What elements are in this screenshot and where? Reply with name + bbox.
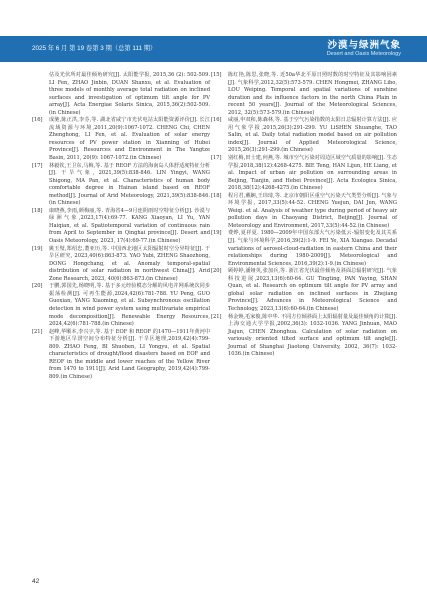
- reference-number: [18]: [211, 192, 222, 199]
- reference-text: 陈红艳,陈思,张晓,等. 近50a华北平原日照时数的时空特征及其影响因素[J]. 气象科学,2012,32(5):573-579. CHEN Hongmei, ZHANG Libo, LOU Weiping. Temporal and spatial variations of sunshine duration and its influence factors in the north China Plain in recent 50 years[J]. Journal of the Meteorological Sciences, 2012, 32(5):573-579.(in Chinese): [228, 72, 397, 116]
- reference-item: [211, 268, 397, 313]
- reference-text: 顾婷婷,潘娅英,张加兵,等. 浙江省光伏最佳倾角及斜面总辐射研究[J]. 气象科技进展,2023,13(6):60-64. GU Tingting, PAN Yaying, SHAN Quan, et al. Research on optimum tilt angle for PV array and global solar radiation on inclined surfaces in Zhejiang Province[J]. Advances in Meteorological Science and Technology, 2023,13(6):60-64.(in Chinese): [228, 268, 397, 312]
- reference-item: [211, 72, 397, 117]
- reference-text: 姚玉璧,郑绍忠,董亚历,等. 中国西北地区太阳辐射时空分异特征[J]. 干旱区研究, 2023,40(6):863-873. YAO Yubi, ZHENG Shaozhong, DONG Hongchang, et al. Anomaly temporal-spatial distribution of solar radiation in northwest China[J]. Arid Zone Research, 2023, 40(6):863-873.(in Chinese): [49, 245, 210, 282]
- reference-item: [32, 163, 210, 208]
- journal-title: [327, 37, 401, 57]
- issue-info: 2025 年 6 月 第 19 卷第 3 期（总第 111 期）: [32, 45, 157, 52]
- reference-text: 赵峰,华顺本,李兴宇,等. 基于 EOF 和 REOF 的1470—1911年黄河中下游地区旱涝空间分布特征分析[J]. 干旱区地理,2019,42(4):799-809. ZHAO Feng, BI Shuoben, LI Yongyu, et al. Spatial characteristics of drought/flood disasters based on EOF and REOF in the middle and lower reaches of the Yellow River from 1470 to 1911[J]. Arid Land Geography, 2019,42(4):799-809.(in Chinese): [49, 328, 210, 380]
- reference-item: [32, 283, 210, 328]
- reference-text: 于鹏,郭国先,杨晓明,等. 基于多元经验模态分解的风电并网系统次同步振荡检测[J]. 可再生能源,2024,42(6):781-788. YU Peng, GUO Guoxian, YANG Xiaoming, et al. Subsynchronous oscillation detection in wind power system using multivariate empirical mode decomposition[J]. Renewable Energy Resources, 2024,42(6):781-788.(in Chinese): [49, 283, 210, 328]
- reference-number: [17]: [211, 155, 222, 162]
- reference-number: [21]: [211, 313, 222, 320]
- reference-item: [211, 193, 397, 231]
- reference-number: [16]: [32, 117, 43, 124]
- reference-text: 费烨,夏祥夏. 1980—2009年中国东部大气污染低云-辐射变化及其关系[J]. 气象与环境科学,2016,39(2):1-9. FEI Ye, XIA Xiangao. Decadal variations of aerosol-cloud-radiation in eastern China and their relationships during 1980-2009[J]. Meteorological and Environmental Sciences, 2016,39(2):1-9.(in Chinese): [228, 230, 397, 267]
- reference-number: [17]: [32, 162, 43, 169]
- reference-text: 杨金焕,毛家俊,陈中华. 不同方位倾斜面上太阳辐射量及最佳倾角的计算[J]. 上海交通大学学报,2002,36(3): 1032-1036. YANG Jinhuan, MAO Jiajun, CHEN Zhonghua. Calculation of solar radiation on variously oriented tilted surface and optimum tilt angle[J]. Journal of Shanghai Jiaotong University, 2002, 36(7): 1032-1036.(in Chinese): [228, 313, 397, 358]
- reference-item: [211, 314, 397, 359]
- reference-item: [32, 117, 210, 162]
- reference-item: [211, 155, 397, 193]
- reference-number: [20]: [211, 268, 222, 275]
- reference-number: [19]: [211, 230, 222, 237]
- reference-item: [211, 230, 397, 268]
- page-number: 42: [32, 578, 40, 585]
- reference-item: [211, 117, 397, 155]
- journal-name-cn: 沙漠与绿洲气象: [327, 40, 401, 51]
- reference-number: [20]: [32, 283, 43, 290]
- reference-text: 成驰,陈正洪,李芬,等. 湖北省咸宁市光伏电站太阳能资源评价[J]. 长江流域资源与环境,2011,20(9):1067-1072. CHENG Chi, CHEN Zhenghong, LI Fen, et al. Evaluation of solar energy resources of PV power station in Xianning of Hubei Province[J]. Resources and Environment in The Yangtze Basin, 2011, 20(9): 1067-1072.(in Chinese): [49, 117, 210, 162]
- reference-item: [32, 246, 210, 284]
- references-right-column: [211, 72, 397, 359]
- reference-continued: 估及光伏所对最佳倾角研究[J]. 太阳能学报, 2015,36 (2): 502-509. LI Fen, ZHAO Jinbin, DUAN Shanxu, et al. Evaluation of three models of monthly average total radiation on inclined surfaces and investigation of optimum tilt angle for PV array[J]. Acta Energiae Solaris Sinica, 2015,36(2):502-509.(in Chinese): [49, 72, 210, 116]
- reference-text: 康晓燕,李雨,颜梅丽,等. 青海省4—9月连阴雨时空特征分析[J]. 沙漠与绿洲气象,2023,17(4):69-77. KANG Xiaoyan, LI Yu, YAN Haiqian, et al. Spatiotemporal variation of continuous rain from April to September in Qinghai province[J]. Desert and Oasis Meteorology, 2023, 17(4):69-77.(in Chinese): [49, 207, 210, 245]
- reference-number: [21]: [32, 328, 43, 335]
- reference-item: [32, 329, 210, 382]
- reference-text: 咸丽,申双和,陈森林,等. 基于空气污染指数的太阳日总辐射计算方法[J]. 应用气象学报,2015,26(3):291-299. YU LiSHEN Shuanghe, TAO Salin, et al. Daily total radiation model based on air pollution index[J]. Journal of Applied Meteorological Science, 2015,26(3):291-299.(in Chinese): [228, 117, 397, 154]
- journal-name-en: Desert and Oasis Meteorology: [326, 51, 401, 57]
- reference-item: [32, 208, 210, 246]
- reference-number: [15]: [211, 72, 222, 78]
- references-left-column: [32, 72, 210, 381]
- reference-text: 程月君,戴娴,王玮琦,等. 北京市朝阳区重空气污染天气类型分析[J]. 气象与环境学报, 2017,33(5):44-52. CHENG Yuejun, DAI Jun, WANG Weiqi. et al. Analysis of weather type during period of heavy air pollution days in Chaoyang District, Beijing[J]. Journal of Meteorology and Environment, 2017,33(5):44-52.(in Chinese): [228, 192, 397, 229]
- reference-number: [19]: [32, 245, 43, 252]
- reference-number: [16]: [211, 117, 222, 124]
- reference-text: 别红梅,田士建,何燕,等. 城市空气污染对周边区域空气质量的影响[J]. 生态学报,2018,38(12):4268-4275. BIE Teng, HAN Lijun, HE Liang, et al. Impact of urban air pollution on surrounding areas in Beijing, Tianjin, and Hebei Province[J]. Acta Ecologica Sinica, 2018,38(12):4268-4275.(in Chinese): [228, 155, 397, 192]
- reference-text: 林毅钦,王卫东,马梅,等. 基于 REOF 方法的海南岛人体舒适度特征分析[J]. 干旱气象, 2021,39(5):838-846. LIN Yingyi, WANG Shigong, MA Pan, et al. Characteristics of human body comfortable degree in Hainan island based on REOF method[J]. Journal of Arid Meteorology, 2021,39(5):838-846.(in Chinese): [49, 162, 210, 207]
- reference-number: [18]: [32, 207, 43, 214]
